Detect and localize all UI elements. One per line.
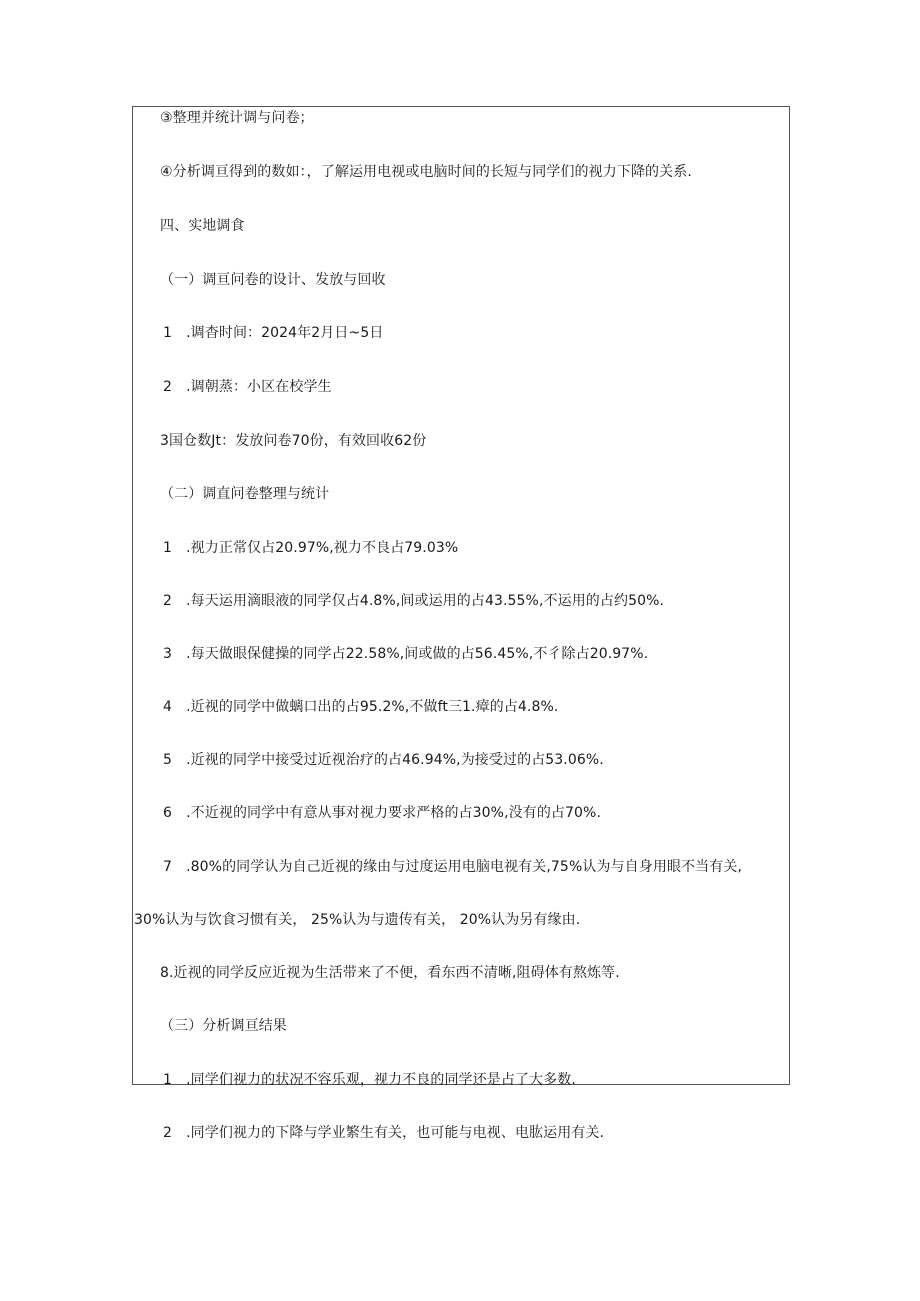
result-item-1: 1 .同学们视力的状况不容乐观，视力不良的同学还是占了大多数. <box>163 1072 576 1088</box>
stat-item-5: 5 .近视的同学中接受过近视治疗的占46.94%,为接受过的占53.06%. <box>163 752 604 768</box>
stat-item-7-continued: 30%认为与饮食习惯有关， 25%认为与遗传有关， 20%认为另有缘由. <box>134 912 581 928</box>
step-4-text: ④分析调亘得到的数如：，了解运用电视或电脑时间的长短与同学们的视力下降的关系. <box>160 164 692 180</box>
stat-item-1: 1 .视力正常仅占20.97%,视力不良占79.03% <box>163 540 459 556</box>
subsection-2-heading: （二）调直问卷整理与统计 <box>160 486 330 502</box>
subsection-3-heading: （三）分析调亘结果 <box>160 1018 287 1034</box>
stat-item-7: 7 .80%的同学认为自己近视的缘由与过度运用电脑电视有关,75%认为与自身用眼不当有关, <box>163 859 742 875</box>
survey-time-item: 1 .调杳时间：2024年2月日~5日 <box>163 325 384 341</box>
subsection-1-heading: （一）调亘问卷的设计、发放与回收 <box>160 272 386 288</box>
stat-item-8: 8.近视的同学反应近视为生活带来了不便，看东西不清晰,阻碍体有熬炼等. <box>160 965 620 981</box>
survey-target-item: 2 .调朝蒸：小区在校学生 <box>163 379 332 395</box>
result-item-2: 2 .同学们视力的下降与学业繁生有关，也可能与电视、电肱运用有关. <box>163 1125 605 1141</box>
survey-count-item: 3国仓数Jt：发放问卷70份，有效回收62份 <box>160 433 427 449</box>
stat-item-3: 3 .每天做眼保健操的同学占22.58%,间或做的占56.45%,不彳除占20.97%. <box>163 646 649 662</box>
stat-item-6: 6 .不近视的同学中有意从事对视力要求严格的占30%,没有的占70%. <box>163 805 601 821</box>
section-4-heading: 四、实地调食 <box>160 218 245 234</box>
step-3-text: ③整理并统计调与问卷； <box>160 110 314 126</box>
stat-item-2: 2 .每天运用滴眼液的同学仅占4.8%,间或运用的占43.55%,不运用的占约50%. <box>163 593 665 609</box>
stat-item-4: 4 .近视的同学中做螭口出的占95.2%,不做ft三1.瘴的占4.8%. <box>163 699 559 715</box>
